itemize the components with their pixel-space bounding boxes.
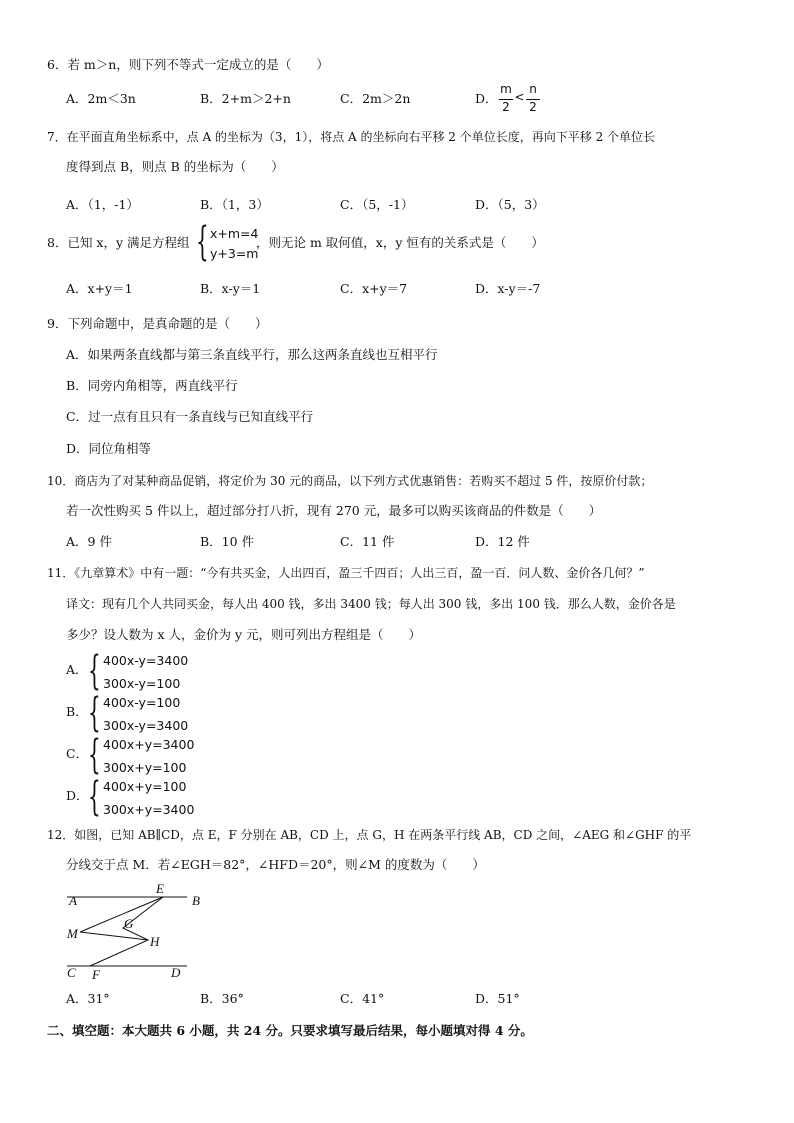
q9-stem: 9．下列命题中，是真命题的是（ ） <box>47 316 268 331</box>
q11-option-b-eq2: 300x-y=3400 <box>103 718 189 733</box>
label-b: B <box>192 893 200 908</box>
q12-geometry-figure <box>55 880 215 986</box>
q12-option-a: A．31° <box>66 991 110 1006</box>
q7-option-d: D．（5，3） <box>475 197 545 212</box>
q6-fraction-2-denominator: 2 <box>529 100 537 114</box>
label-m: M <box>67 926 78 941</box>
q9-option-c: C．过一点有且只有一条直线与已知直线平行 <box>66 409 314 424</box>
q6-option-c: C．2m＞2n <box>340 91 411 106</box>
q11-stem-line3: 多少？设人数为 x 人，金价为 y 元，则可列出方程组是（ ） <box>66 627 422 642</box>
q8-equation-2: y+3=m <box>210 246 259 261</box>
q11-option-a-label: A． <box>66 662 88 677</box>
q12-stem-line1: 12．如图，已知 AB∥CD，点 E，F 分别在 AB，CD 上，点 G，H 在两条平行线 AB，CD 之间，∠AEG 和∠GHF 的平 <box>47 828 692 842</box>
q9-option-b: B．同旁内角相等，两直线平行 <box>66 378 238 393</box>
q6-fraction-2-numerator: n <box>529 82 537 96</box>
q11-option-d-eq1: 400x+y=100 <box>103 779 187 794</box>
q11-option-b-brace: { <box>88 690 101 736</box>
q7-stem-line2: 度得到点 B，则点 B 的坐标为（ ） <box>66 159 284 174</box>
q7-option-a: A．（1，-1） <box>66 197 139 212</box>
q11-option-c-brace: { <box>88 732 101 778</box>
q11-option-d-eq2: 300x+y=3400 <box>103 802 195 817</box>
q8-option-a: A．x+y＝1 <box>66 281 133 296</box>
q6-fraction-1-denominator: 2 <box>502 100 510 114</box>
q11-stem-line1: 11．《九章算术》中有一题：“今有共买金，人出四百，盈三千四百；人出三百，盈一百．问人数、金价各几何？” <box>47 566 645 580</box>
q8-stem-suffix: ，则无论 m 取何值，x，y 恒有的关系式是（ ） <box>256 235 544 250</box>
q11-option-d-label: D． <box>66 788 89 803</box>
q9-option-a: A．如果两条直线都与第三条直线平行，那么这两条直线也互相平行 <box>66 347 438 362</box>
q12-stem-line2: 分线交于点 M．若∠EGH＝82°，∠HFD＝20°，则∠M 的度数为（ ） <box>66 857 485 872</box>
label-g: G <box>124 916 134 931</box>
bisector-hm <box>80 932 148 940</box>
q11-option-c-label: C． <box>66 746 89 761</box>
q10-stem-line2: 若一次性购买 5 件以上，超过部分打八折，现有 270 元，最多可以购买该商品的件数是（ ） <box>66 503 602 518</box>
q8-option-c: C．x+y＝7 <box>340 281 408 296</box>
q8-stem-prefix: 8．已知 x，y 满足方程组 <box>47 235 190 250</box>
q10-option-a: A．9 件 <box>66 534 112 549</box>
q11-stem-line2: 译文：现有几个人共同买金，每人出 400 钱，多出 3400 钱；每人出 300 钱，多出 100 钱．那么人数，金价各是 <box>66 597 676 611</box>
q12-option-b: B．36° <box>200 991 244 1006</box>
q11-option-d-brace: { <box>88 774 101 820</box>
q6-stem: 6．若 m＞n，则下列不等式一定成立的是（ ） <box>47 57 329 72</box>
q11-option-a-eq2: 300x-y=100 <box>103 676 181 691</box>
label-e: E <box>156 881 164 896</box>
q11-option-c-eq2: 300x+y=100 <box>103 760 187 775</box>
q7-stem-line1: 7．在平面直角坐标系中，点 A 的坐标为（3，1），将点 A 的坐标向右平移 2 个单位长度，再向下平移 2 个单位长 <box>47 130 656 144</box>
label-h: H <box>150 934 160 949</box>
q6-option-b: B．2+m＞2+n <box>200 91 291 106</box>
q9-option-d: D．同位角相等 <box>66 441 152 456</box>
q7-option-b: B．（1，3） <box>200 197 269 212</box>
label-f: F <box>92 967 100 982</box>
q11-option-b-eq1: 400x-y=100 <box>103 695 181 710</box>
section-2-heading: 二、填空题：本大题共 6 小题，共 24 分。只要求填写最后结果，每小题填对得 4 分。 <box>47 1023 533 1038</box>
q10-option-d: D．12 件 <box>475 534 530 549</box>
q10-stem-line1: 10．商店为了对某种商品促销，将定价为 30 元的商品，以下列方式优惠销售：若购买不超过 5 件，按原价付款； <box>47 474 653 488</box>
bisector-em <box>80 897 163 932</box>
q7-option-c: C．（5，-1） <box>340 197 414 212</box>
q8-option-d: D．x-y＝-7 <box>475 281 541 296</box>
q6-option-a: A．2m＜3n <box>66 91 136 106</box>
q8-brace: { <box>196 219 209 265</box>
q6-fraction-1-numerator: m <box>500 82 512 96</box>
q10-option-b: B．10 件 <box>200 534 255 549</box>
q8-equation-1: x+m=4 <box>210 226 259 241</box>
label-d: D <box>171 965 181 980</box>
q11-option-a-brace: { <box>88 648 101 694</box>
label-c: C <box>67 965 76 980</box>
q11-option-a-eq1: 400x-y=3400 <box>103 653 189 668</box>
q6-less-than-sign: < <box>514 90 525 104</box>
q12-option-d: D．51° <box>475 991 520 1006</box>
q8-option-b: B．x-y＝1 <box>200 281 261 296</box>
q12-option-c: C．41° <box>340 991 385 1006</box>
q10-option-c: C．11 件 <box>340 534 395 549</box>
q11-option-b-label: B． <box>66 704 88 719</box>
q6-option-d-label: D． <box>475 91 498 106</box>
path-e-g-h-f <box>90 897 163 966</box>
q11-option-c-eq1: 400x+y=3400 <box>103 737 195 752</box>
label-a: A <box>69 893 77 908</box>
